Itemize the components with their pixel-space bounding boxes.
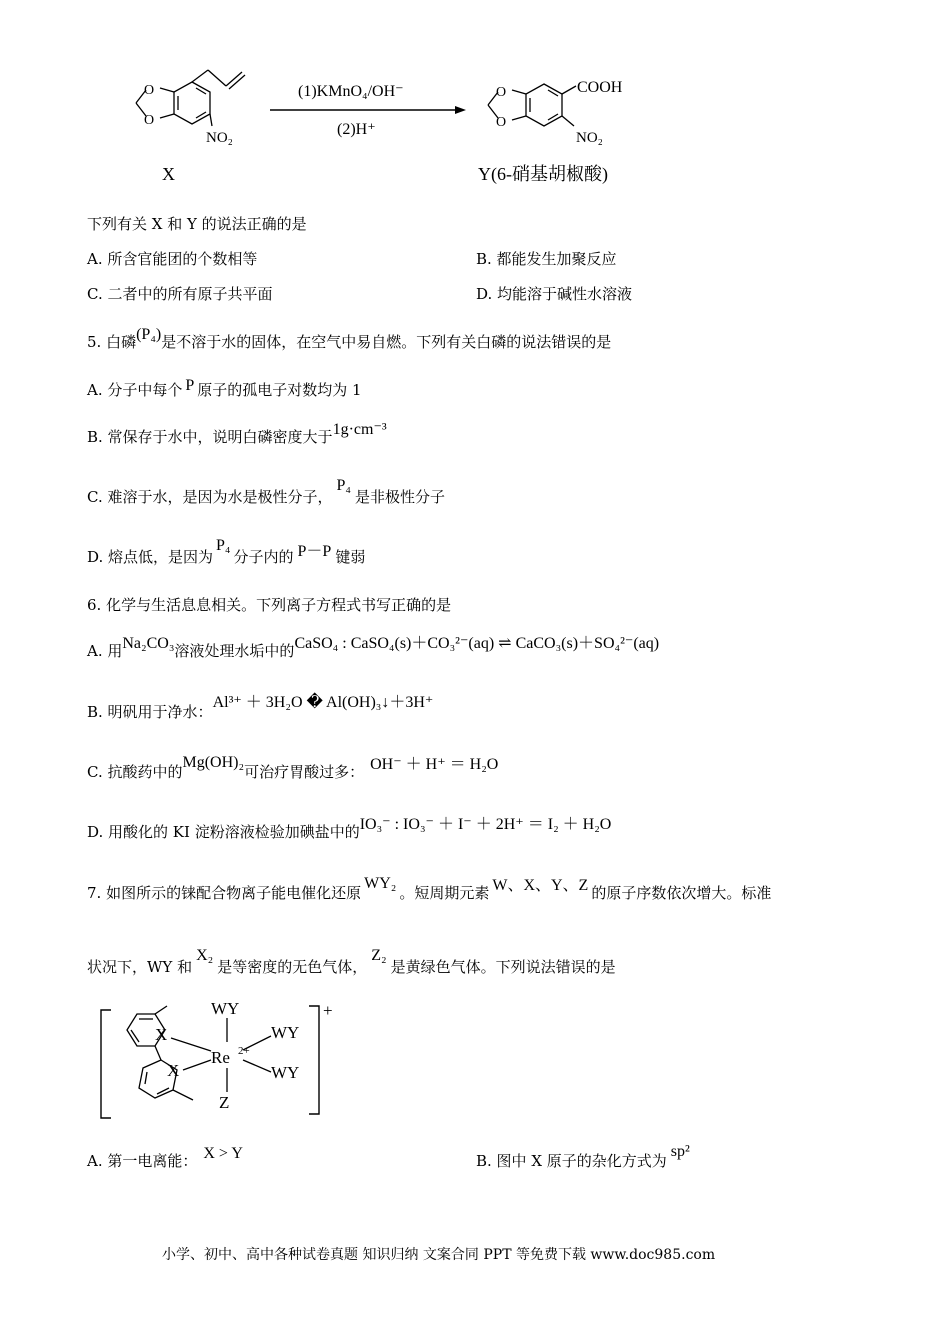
q5-option-b: B. 常保存于水中，说明白磷密度大于1g·cm⁻³ — [87, 421, 387, 446]
x-oxygen-1: O — [144, 83, 155, 98]
complex-charge: + — [323, 1001, 333, 1020]
q7-option-b: B. 图中 X 原子的杂化方式为sp² — [476, 1143, 690, 1170]
q4-option-b: B. 都能发生加聚反应 — [476, 250, 617, 268]
q7-stem-line1: 7. 如图所示的铼配合物离子能电催化还原WY₂。短周期元素 W、X、Y、Z 的原子序数依次增大。标准 — [87, 875, 772, 902]
page-footer: 小学、初中、高中各种试卷真题 知识归纳 文案合同 PPT 等免费下载 www.doc985.com — [162, 1247, 716, 1263]
complex-z-atom: Z — [219, 1093, 230, 1112]
q6-option-c: C. 抗酸药中的Mg(OH)₂可治疗胃酸过多： OH⁻ ＋ H⁺ ＝ H₂O — [87, 754, 499, 781]
q5-option-c: C. 难溶于水，是因为水是极性分子，P₄是非极性分子 — [87, 477, 445, 506]
q6-stem: 6. 化学与生活息息相关。下列离子方程式书写正确的是 — [87, 596, 452, 614]
rhenium-complex-diagram — [95, 996, 355, 1126]
molecule-y-label: Y(6-硝基胡椒酸) — [478, 164, 608, 184]
left-bracket — [101, 1010, 111, 1118]
q4-stem: 下列有关 X 和 Y 的说法正确的是 — [87, 215, 307, 233]
y-oxygen-1: O — [496, 85, 507, 100]
y-nitro-group: NO₂ — [576, 130, 603, 146]
condition-2: (2)H⁺ — [337, 121, 376, 138]
complex-x-atom-2: X — [167, 1061, 180, 1080]
q7-option-a: A. 第一电离能： X > Y — [87, 1145, 243, 1170]
y-carboxyl-group: COOH — [577, 79, 623, 96]
q6-option-d: D. 用酸化的 KI 淀粉溶液检验加碘盐中的IO₃⁻ : IO₃⁻ ＋ I⁻ ＋ 2H⁺ ＝ I₂ ＋ H₂O — [87, 816, 612, 841]
q5-stem: 5. 白磷(P₄)是不溶于水的固体，在空气中易自燃。下列有关白磷的说法错误的是 — [87, 326, 612, 351]
pyridine-ring-lower — [139, 1060, 193, 1100]
q5-option-d: D. 熔点低，是因为P₄分子内的 P－P 键弱 — [87, 537, 366, 566]
q4-option-d: D. 均能溶于碱性水溶液 — [476, 285, 633, 303]
q7-stem-line2: 状况下，WY 和X₂是等密度的无色气体，Z₂是黄绿色气体。下列说法错误的是 — [87, 947, 616, 976]
complex-wy-top: WY — [211, 999, 240, 1018]
q6-option-a: A. 用Na₂CO₃溶液处理水垢中的CaSO₄ : CaSO₄(s)＋CO₃²⁻(aq) ⇌ CaCO₃(s)＋SO₄²⁻(aq) — [87, 635, 660, 660]
q6-option-b: B. 明矾用于净水：Al³⁺ ＋ 3H₂O � Al(OH)₃↓＋3H⁺ — [87, 694, 434, 721]
complex-re-atom: Re — [211, 1048, 230, 1067]
condition-1: (1)KMnO₄/OH⁻ — [298, 83, 404, 100]
q5-option-a: A. 分子中每个 P 原子的孤电子对数均为 1 — [87, 377, 362, 399]
y-oxygen-2: O — [496, 115, 507, 130]
complex-wy-right-2: WY — [271, 1063, 300, 1082]
complex-wy-right-1: WY — [271, 1023, 300, 1042]
q4-option-a: A. 所含官能团的个数相等 — [87, 250, 258, 268]
complex-re-charge: 2+ — [238, 1045, 250, 1057]
complex-x-atom-1: X — [155, 1025, 168, 1044]
x-oxygen-2: O — [144, 113, 155, 128]
q4-option-c: C. 二者中的所有原子共平面 — [87, 285, 273, 303]
right-bracket — [309, 1006, 319, 1114]
reaction-scheme — [80, 62, 680, 192]
x-nitro-group: NO₂ — [206, 130, 233, 146]
molecule-x-label: X — [162, 164, 175, 184]
